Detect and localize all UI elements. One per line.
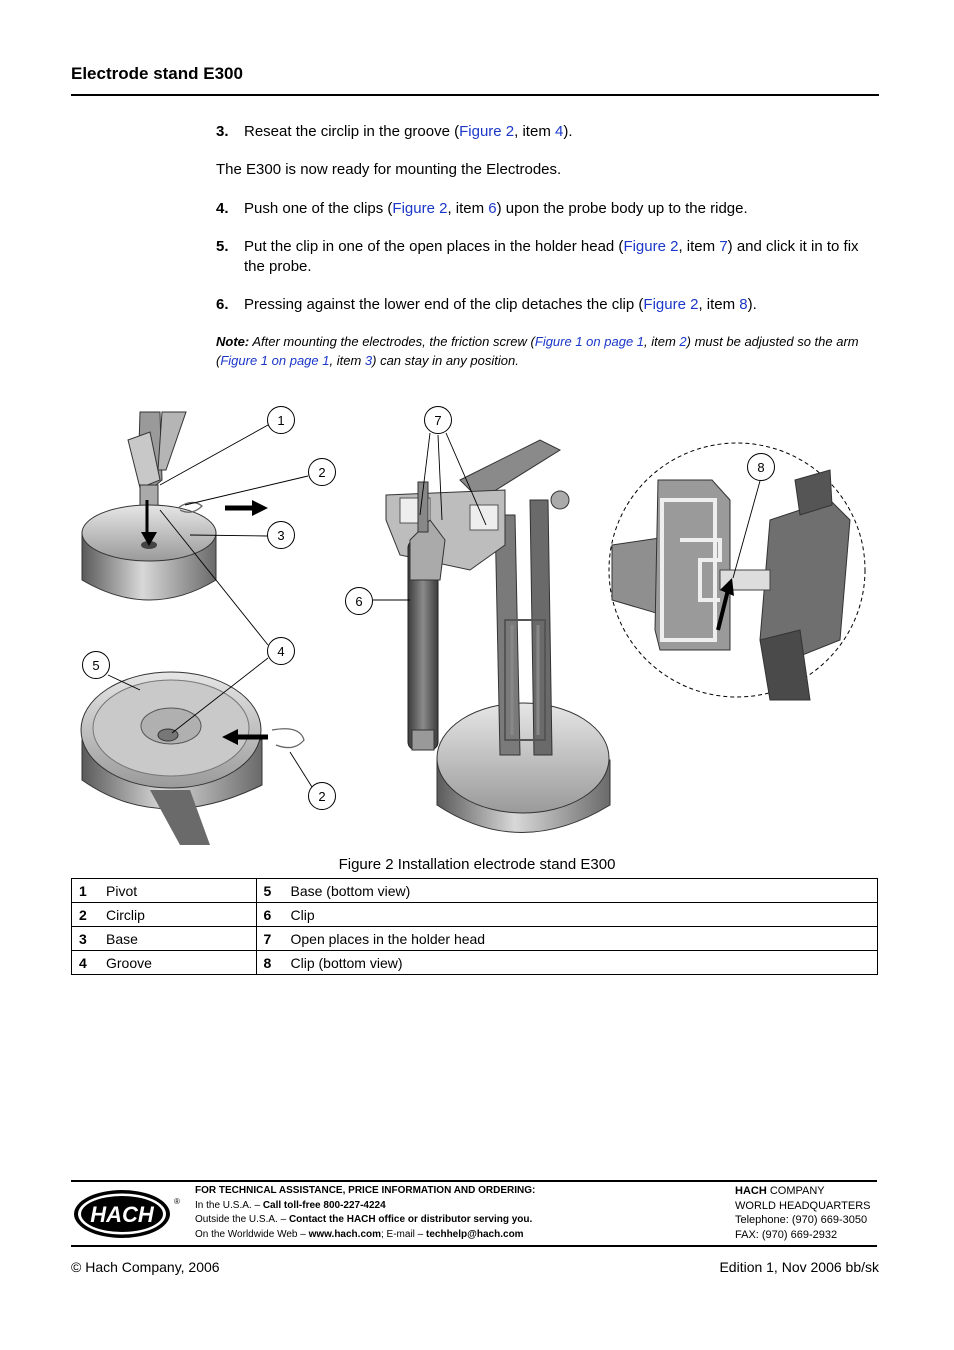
step-text: ) and click it in to fix the probe. xyxy=(244,238,859,275)
email-label: ; E-mail – xyxy=(381,1228,427,1240)
item-link[interactable]: 8 xyxy=(739,296,748,313)
step-text: ) upon the probe body up to the ridge. xyxy=(496,200,748,217)
item-number: 8 xyxy=(256,951,284,975)
edition: Edition 1, Nov 2006 bb/sk xyxy=(719,1259,879,1275)
fax: FAX: (970) 669-2932 xyxy=(735,1228,838,1241)
figure-link[interactable]: Figure 2 xyxy=(643,296,699,313)
item-label: Base xyxy=(99,927,256,951)
footer-rule-bottom xyxy=(71,1245,877,1247)
item-label: Clip xyxy=(284,903,878,927)
note-text: ) can stay in any position. xyxy=(372,352,519,368)
callout-6: 6 xyxy=(345,587,373,615)
item-link[interactable]: 6 xyxy=(488,200,497,217)
callout-2b: 2 xyxy=(308,782,336,810)
company-name: HACH xyxy=(735,1185,767,1197)
note-text: After mounting the electrodes, the friction screw ( xyxy=(249,334,535,349)
figure-link[interactable]: Figure 1 on page 1 xyxy=(220,352,330,368)
step-text: , item xyxy=(698,296,740,313)
callout-3: 3 xyxy=(267,521,295,549)
callout-8: 8 xyxy=(747,453,775,481)
item-number: 2 xyxy=(72,903,100,927)
step-text: Reseat the circlip in the groove ( xyxy=(244,123,460,140)
item-label: Circlip xyxy=(99,903,256,927)
step-text: Pressing against the lower end of the clip detaches the clip ( xyxy=(244,296,644,313)
item-link[interactable]: 7 xyxy=(719,238,728,255)
item-number: 1 xyxy=(72,879,100,903)
callout-7: 7 xyxy=(424,406,452,434)
step-text: Push one of the clips ( xyxy=(244,200,393,217)
step-text: ). xyxy=(563,123,573,140)
item-number: 3 xyxy=(72,927,100,951)
note-text: , item xyxy=(329,352,365,368)
item-number: 4 xyxy=(72,951,100,975)
page-title: Electrode stand E300 xyxy=(71,64,243,83)
callout-1: 1 xyxy=(267,406,295,434)
base-bottom-view-illustration xyxy=(81,672,304,845)
usa-phone: Call toll-free 800-227-4224 xyxy=(262,1199,386,1211)
assistance-title: FOR TECHNICAL ASSISTANCE, PRICE INFORMATION AND ORDERING: xyxy=(195,1185,536,1196)
clip-detail-illustration xyxy=(609,443,865,700)
callout-5: 5 xyxy=(82,651,110,679)
step-number: 4. xyxy=(216,200,229,217)
step-number: 6. xyxy=(216,296,229,313)
item-link[interactable]: 2 xyxy=(679,334,687,349)
item-label: Base (bottom view) xyxy=(284,879,878,903)
item-label: Groove xyxy=(99,951,256,975)
figure-link[interactable]: Figure 2 xyxy=(459,123,515,140)
figure-caption: Figure 2 Installation electrode stand E300 xyxy=(338,856,616,873)
assistance-block xyxy=(195,1184,715,1242)
item-link[interactable]: 4 xyxy=(554,123,564,140)
table-row xyxy=(72,879,878,903)
usa-label: In the U.S.A. – xyxy=(195,1199,263,1211)
headquarters: WORLD HEADQUARTERS xyxy=(735,1199,871,1212)
item-number: 7 xyxy=(256,927,284,951)
table-row xyxy=(72,927,878,951)
item-link[interactable]: 3 xyxy=(364,352,373,368)
table-row xyxy=(72,903,878,927)
email-link[interactable]: techhelp@hach.com xyxy=(426,1228,524,1240)
figure-link[interactable]: Figure 2 xyxy=(392,200,448,217)
legend-table xyxy=(71,878,878,975)
item-label: Clip (bottom view) xyxy=(284,951,878,975)
note-label: Note: xyxy=(216,334,250,349)
ready-paragraph: The E300 is now ready for mounting the Electrodes. xyxy=(216,161,562,178)
step-text: , item xyxy=(678,238,720,255)
step-text: ). xyxy=(747,296,757,313)
website-link[interactable]: www.hach.com xyxy=(308,1228,381,1240)
step-number: 5. xyxy=(216,238,229,255)
note-text: ) must be adjusted so the arm ( xyxy=(216,334,859,368)
item-number: 6 xyxy=(256,903,284,927)
step-text: Put the clip in one of the open places in the holder head ( xyxy=(244,238,624,255)
web-label: On the Worldwide Web – xyxy=(195,1228,309,1240)
step-number: 3. xyxy=(216,123,229,140)
note-text: , item xyxy=(644,334,680,349)
company-block xyxy=(735,1184,885,1242)
telephone: Telephone: (970) 669-3050 xyxy=(735,1214,868,1226)
hach-logo xyxy=(72,1188,176,1240)
step-text: , item xyxy=(514,123,555,140)
figure-link[interactable]: Figure 1 on page 1 xyxy=(534,334,645,349)
company-suffix: COMPANY xyxy=(766,1185,825,1197)
footer-rule-top xyxy=(71,1180,877,1182)
item-label: Pivot xyxy=(99,879,256,903)
table-row xyxy=(72,951,878,975)
logo-text: HACH xyxy=(90,1202,154,1227)
electrode-stand-illustration xyxy=(386,440,610,833)
callout-2: 2 xyxy=(308,458,336,486)
step-text: , item xyxy=(447,200,489,217)
registered-mark: ® xyxy=(174,1197,180,1206)
item-number: 5 xyxy=(256,879,284,903)
outside-label: Outside the U.S.A. – xyxy=(195,1214,289,1225)
figure-link[interactable]: Figure 2 xyxy=(623,238,679,255)
callout-4: 4 xyxy=(267,637,295,665)
copyright: © Hach Company, 2006 xyxy=(71,1259,220,1275)
outside-text: Contact the HACH office or distributor serving you. xyxy=(288,1214,533,1225)
item-label: Open places in the holder head xyxy=(284,927,878,951)
